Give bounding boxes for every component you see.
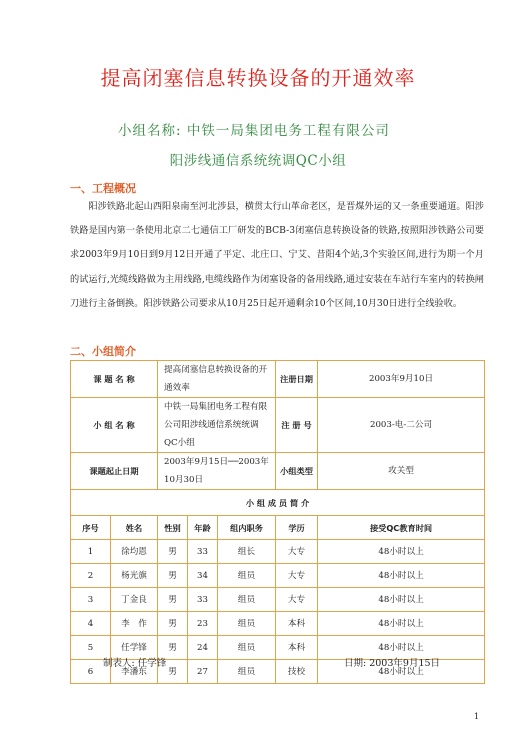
cell-number: 4 xyxy=(71,612,111,636)
topic-period-label: 课题起止日期 xyxy=(71,453,158,490)
cell-age: 27 xyxy=(188,660,218,684)
cell-role: 组员 xyxy=(218,564,276,588)
table-maker: 制表人: 任学锋 xyxy=(103,658,167,669)
column-header: 姓名 xyxy=(111,516,158,540)
cell-name: 李潘东 xyxy=(111,660,158,684)
table-row xyxy=(71,398,485,453)
registration-date-value: 2003年9月10日 xyxy=(318,361,485,398)
cell-age: 23 xyxy=(188,612,218,636)
page-number: 1 xyxy=(474,712,480,721)
cell-qc-hours: 48小时以上 xyxy=(318,636,485,660)
cell-number: 5 xyxy=(71,636,111,660)
column-header: 性别 xyxy=(158,516,188,540)
cell-gender: 男 xyxy=(158,540,188,564)
table-row xyxy=(71,564,485,588)
table-header-row xyxy=(71,516,485,540)
cell-number: 2 xyxy=(71,564,111,588)
registration-number-label: 注 册 号 xyxy=(276,398,318,453)
cell-qc-hours: 48小时以上 xyxy=(318,540,485,564)
members-heading: 小 组 成 员 简 介 xyxy=(71,490,485,516)
cell-number: 1 xyxy=(71,540,111,564)
cell-qc-hours: 48小时以上 xyxy=(318,612,485,636)
cell-name: 任学锋 xyxy=(111,636,158,660)
table-date: 日期: 2003年9月15日 xyxy=(344,658,441,669)
cell-age: 33 xyxy=(188,540,218,564)
column-header: 学历 xyxy=(276,516,318,540)
cell-number: 6 xyxy=(71,660,111,684)
overview-paragraph: 阳涉铁路北起山西阳泉南至河北涉县，横贯太行山革命老区，是晋煤外运的又一条重要通道。阳涉铁路是国内第一条使用北京二七通信工厂研发的BCB-3闭塞信息转换设备的铁路,按照阳涉铁路公司要求2003年9月10日到9月12日开通了平定、北庄口、宁艾、昔阳4个站,3个实验区间,进行为期一个月的试运行,光缆线路做为主用线路,电缆线路作为闭塞设备的备用线路,通过安装在车站行车室内的转换闸刀进行主备倒换。阳涉铁路公司要求从10月25日起开通剩余10个区间,10月30日进行全线验收。 xyxy=(70,201,484,309)
column-header: 组内职务 xyxy=(218,516,276,540)
overview-text xyxy=(70,195,484,316)
group-info-table xyxy=(70,360,485,684)
topic-name-value: 提高闭塞信息转换设备的开通效率 xyxy=(158,361,276,398)
cell-age: 34 xyxy=(188,564,218,588)
cell-qc-hours: 48小时以上 xyxy=(318,660,485,684)
group-name-label: 小 组 名 称 xyxy=(71,398,158,453)
group-name-value: 中铁一局集团电务工程有限公司阳涉线通信系统统调QC小组 xyxy=(158,398,276,453)
cell-age: 33 xyxy=(188,588,218,612)
cell-name: 丁金良 xyxy=(111,588,158,612)
cell-role: 组员 xyxy=(218,612,276,636)
group-name-line xyxy=(118,119,390,139)
cell-gender: 男 xyxy=(158,564,188,588)
cell-number: 3 xyxy=(71,588,111,612)
table-row xyxy=(71,361,485,398)
cell-name: 李 作 xyxy=(111,612,158,636)
table-row xyxy=(71,612,485,636)
cell-role: 组员 xyxy=(218,588,276,612)
cell-gender: 男 xyxy=(158,660,188,684)
cell-education: 本科 xyxy=(276,636,318,660)
column-header: 年龄 xyxy=(188,516,218,540)
table-row xyxy=(71,453,485,490)
cell-education: 大专 xyxy=(276,564,318,588)
cell-education: 本科 xyxy=(276,612,318,636)
group-label: 小组名称: xyxy=(118,123,182,139)
subgroup-name: 阳涉线通信系统统调QC小组 xyxy=(169,153,347,169)
cell-education: 技校 xyxy=(276,660,318,684)
cell-education: 大专 xyxy=(276,540,318,564)
column-header: 序号 xyxy=(71,516,111,540)
topic-period-value: 2003年9月15日──2003年10月30日 xyxy=(158,453,276,490)
cell-gender: 男 xyxy=(158,612,188,636)
cell-name: 徐均恩 xyxy=(111,540,158,564)
cell-age: 24 xyxy=(188,636,218,660)
cell-qc-hours: 48小时以上 xyxy=(318,588,485,612)
table-row xyxy=(71,588,485,612)
section-heading-overview: 一、工程概况 xyxy=(70,182,136,195)
group-type-label: 小组类型 xyxy=(276,453,318,490)
table-row xyxy=(71,490,485,516)
topic-name-label: 课 题 名 称 xyxy=(71,361,158,398)
cell-name: 杨光旗 xyxy=(111,564,158,588)
cell-education: 大专 xyxy=(276,588,318,612)
cell-role: 组员 xyxy=(218,636,276,660)
cell-gender: 男 xyxy=(158,636,188,660)
registration-date-label: 注册日期 xyxy=(276,361,318,398)
section-heading-group-intro: 二、小组简介 xyxy=(70,345,136,358)
group-name: 中铁一局集团电务工程有限公司 xyxy=(186,123,390,139)
registration-number-value: 2003-电-二公司 xyxy=(318,398,485,453)
cell-gender: 男 xyxy=(158,588,188,612)
cell-role: 组员 xyxy=(218,660,276,684)
cell-role: 组长 xyxy=(218,540,276,564)
table-row xyxy=(71,540,485,564)
document-title: 提高闭塞信息转换设备的开通效率 xyxy=(100,66,416,90)
column-header: 接受QC教育时间 xyxy=(318,516,485,540)
cell-qc-hours: 48小时以上 xyxy=(318,564,485,588)
group-type-value: 攻关型 xyxy=(318,453,485,490)
